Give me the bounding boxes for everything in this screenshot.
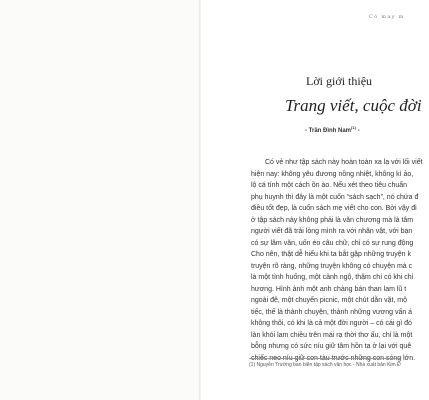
body-line: hiện nay: không yêu đương nồng nhiệt, không kì ảo, bbox=[251, 170, 414, 178]
body-line: Có vẻ như tập sách này hoàn toàn xa lạ với lối viết bbox=[265, 159, 423, 166]
body-line: bỗng nhưng có sức níu giữ tâm hồn ta ở lại với quê bbox=[251, 343, 412, 350]
body-line: hương. Hình ảnh một anh chàng bán than lam lũ t bbox=[251, 285, 407, 293]
author-name: - Trần Đình Nam bbox=[305, 128, 352, 134]
body-line: có sự lâm văn, uốn éo câu chữ, chỉ có sự rung động bbox=[251, 239, 414, 247]
body-line: là một tình huống, một cảnh ngộ, thậm chí có khi chỉ bbox=[251, 274, 414, 281]
body-line: Cho nên, thật dễ hiểu khi ta bắt gặp những truyện k bbox=[251, 251, 411, 258]
running-head: Có may m bbox=[369, 14, 405, 20]
right-page bbox=[201, 0, 423, 400]
body-line: chiếc neo níu giữ con tàu trước những con sóng lớn. bbox=[251, 354, 416, 362]
footnote: (1) Nguyễn Trường ban biên tập sách văn học - Nhà xuất bản Kim Đ bbox=[249, 362, 401, 368]
body-line: ở tập sách này không phải là văn chương mà là tâm bbox=[251, 216, 414, 224]
body-line: không thôi, có khi là cả một đời người – có cái gì đó bbox=[251, 320, 412, 327]
body-line: ngoài đê, một chuyến picnic, một chút dằn vặt, mộ bbox=[251, 297, 408, 304]
left-page-blank bbox=[0, 0, 199, 400]
footnote-marker: (1) bbox=[351, 125, 356, 130]
chapter-title: Trang viết, cuộc đời bbox=[285, 96, 422, 115]
body-line: người viết đã trải lòng mình ra với nhân vật, với bạn bbox=[251, 228, 413, 235]
body-line: truyện rõ ràng, những truyện không có chuyện mà c bbox=[251, 262, 413, 270]
footnote-divider bbox=[249, 358, 400, 359]
body-line: lộ cá tính một cách ồn ào. Nếu xét theo tiêu chuẩn bbox=[251, 182, 408, 189]
body-line: điều tốt đẹp, là cuốn sách mẹ viết cho con. Bởi vậy đi bbox=[251, 205, 417, 212]
body-line: tiếc, thế là thành chuyện, thành những vương vấn á bbox=[251, 308, 413, 316]
author-suffix: - bbox=[355, 128, 360, 134]
author-line bbox=[305, 125, 425, 134]
body-line: làn khói lam chiều trên mái rạ thời thơ ấu, chỉ là một bbox=[251, 331, 413, 339]
body-text bbox=[251, 157, 423, 364]
body-line: phụ huynh thì đây là một cuốn “sách sạch”, nó chứa đ bbox=[251, 193, 419, 201]
section-heading: Lời giới thiệu bbox=[306, 74, 373, 88]
